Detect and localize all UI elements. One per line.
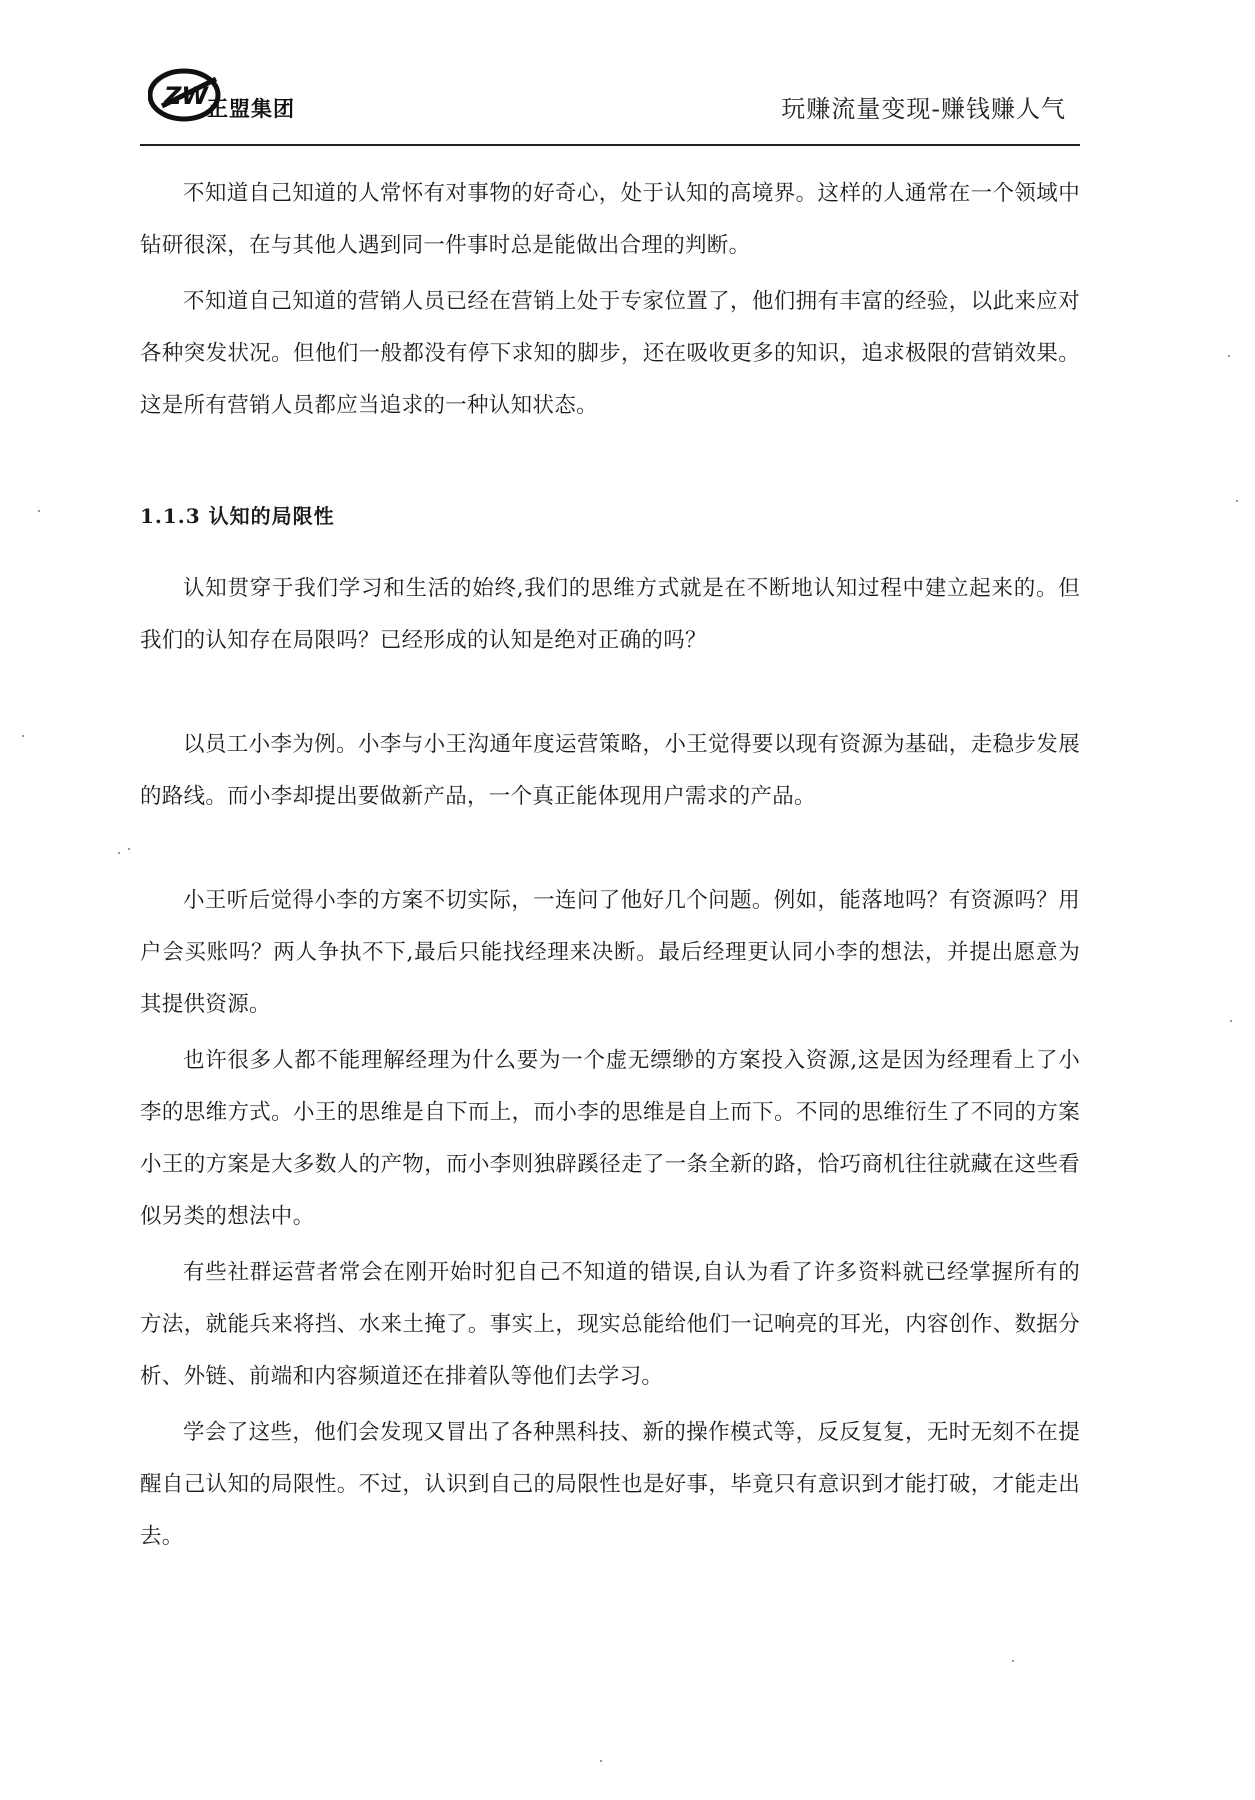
speck xyxy=(1230,1020,1232,1022)
speck xyxy=(1228,355,1230,357)
speck xyxy=(128,848,130,850)
paragraph-8: 学会了这些，他们会发现又冒出了各种黑科技、新的操作模式等，反反复复，无时无刻不在提醒自己认知的局限性。不过，认识到自己的局限性也是好事，毕竟只有意识到才能打破，才能走出去。 xyxy=(140,1420,1080,1549)
speck xyxy=(1236,500,1238,502)
paragraph-5: 小王听后觉得小李的方案不切实际，一连问了他好几个问题。例如，能落地吗？有资源吗？用户会买账吗？两人争执不下,最后只能找经理来决断。最后经理更认同小李的想法，并提出愿意为其提供资源。 xyxy=(140,888,1080,1017)
paragraph-3: 认知贯穿于我们学习和生活的始终,我们的思维方式就是在不断地认知过程中建立起来的。但我们的认知存在局限吗？已经形成的认知是绝对正确的吗？ xyxy=(140,576,1080,653)
speck xyxy=(118,852,120,854)
paragraph-7: 有些社群运营者常会在刚开始时犯自己不知道的错误,自认为看了许多资料就已经掌握所有的方法，就能兵来将挡、水来土掩了。事实上，现实总能给他们一记响亮的耳光，内容创作、数据分析、外链、前端和内容频道还在排着队等他们去学习。 xyxy=(140,1260,1080,1389)
speck xyxy=(600,1760,602,1762)
document-body xyxy=(140,168,1080,1563)
section-heading: 1.1.3 认知的局限性 xyxy=(140,504,335,528)
speck xyxy=(38,510,40,512)
page-header xyxy=(140,55,1080,150)
speck xyxy=(1012,1660,1014,1662)
svg-text:ZW: ZW xyxy=(164,82,208,110)
paragraph-2: 不知道自己知道的营销人员已经在营销上处于专家位置了，他们拥有丰富的经验，以此来应对各种突发状况。但他们一般都没有停下求知的脚步，还在吸收更多的知识，追求极限的营销效果。这是所有营销人员都应当追求的一种认知状态。 xyxy=(140,289,1080,418)
paragraph-1: 不知道自己知道的人常怀有对事物的好奇心，处于认知的高境界。这样的人通常在一个领域中钻研很深，在与其他人遇到同一件事时总是能做出合理的判断。 xyxy=(140,181,1080,258)
header-title: 玩赚流量变现-赚钱赚人气 xyxy=(781,95,1066,123)
header-divider xyxy=(140,144,1080,146)
speck xyxy=(22,735,24,737)
logo-text: 正盟集团 xyxy=(207,97,295,121)
paragraph-6: 也许很多人都不能理解经理为什么要为一个虚无缥缈的方案投入资源,这是因为经理看上了小李的思维方式。小王的思维是自下而上，而小李的思维是自上而下。不同的思维衍生了不同的方案小王的方案是大多数人的产物，而小李则独辟蹊径走了一条全新的路，恰巧商机往往就藏在这些看似另类的想法中。 xyxy=(140,1048,1080,1229)
paragraph-4: 以员工小李为例。小李与小王沟通年度运营策略，小王觉得要以现有资源为基础，走稳步发展的路线。而小李却提出要做新产品，一个真正能体现用户需求的产品。 xyxy=(140,732,1080,809)
